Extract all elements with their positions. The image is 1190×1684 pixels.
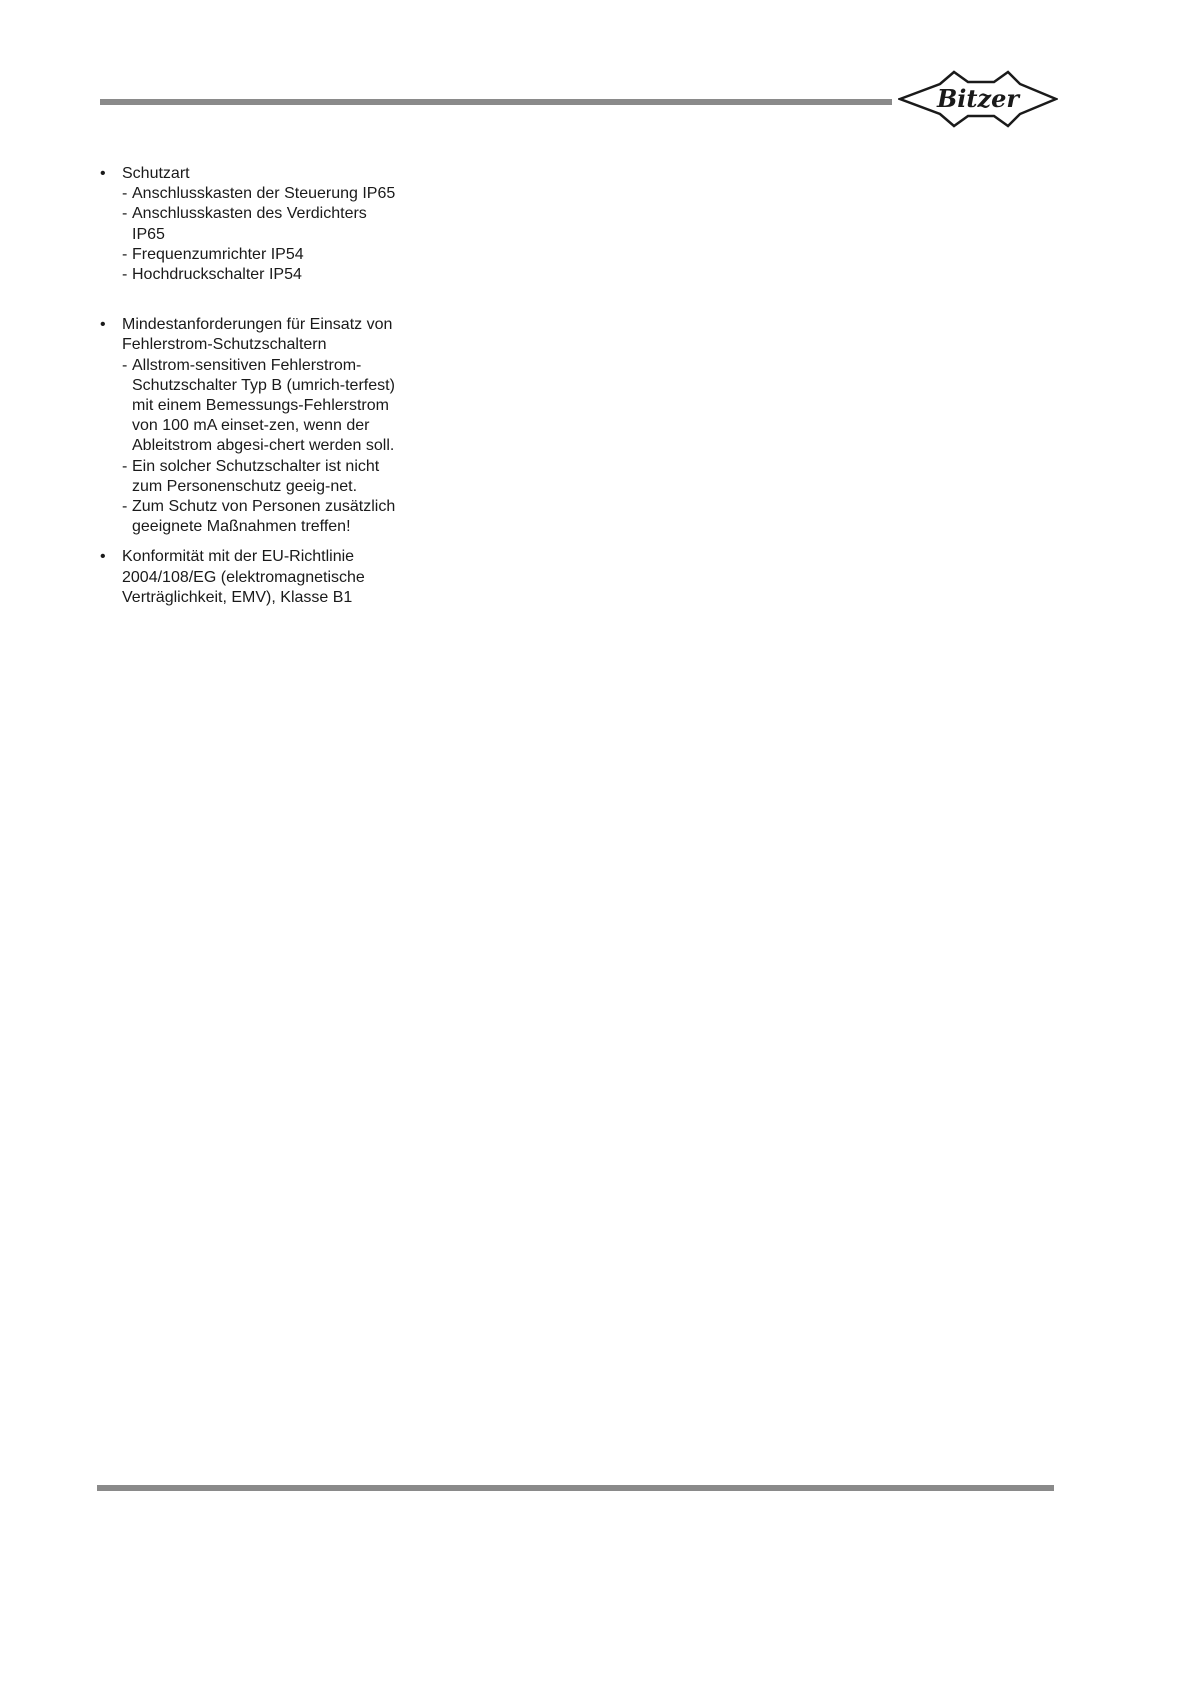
footer-rule — [97, 1485, 1054, 1491]
section-schutzart — [100, 164, 400, 285]
header-rule — [100, 99, 892, 105]
list-item: - Hochdruckschalter IP54 — [122, 266, 302, 284]
list-item: - Zum Schutz von Personen zusätzlich geeignete Maßnahmen treffen! — [122, 498, 396, 536]
section-heading: Konformität mit der EU-Richtlinie 2004/108/EG (elektromagnetische Verträglichkeit, EMV), Klasse B1 — [122, 548, 365, 606]
section-fehlerstrom — [100, 315, 400, 537]
content-column — [100, 164, 400, 608]
section-heading: Mindestanforderungen für Einsatz von Fehlerstrom-Schutzschaltern — [122, 316, 393, 354]
list-item: - Anschlusskasten der Steuerung IP65 — [122, 185, 396, 203]
logo-wordmark: Bitzer — [936, 84, 1020, 113]
list-item: - Frequenzumrichter IP54 — [122, 245, 304, 263]
list-item: - Anschlusskasten des Verdichters IP65 — [122, 205, 367, 243]
list-item: - Allstrom-sensitiven Fehlerstrom-Schutzschalter Typ B (umrich-terfest) mit einem Bemessungs-Fehlerstrom von 100 mA einset-zen, wenn der Ableitstrom abgesi-chert werden soll. — [122, 356, 395, 455]
section-konformitaet — [100, 547, 400, 608]
bullet-icon: • — [100, 548, 106, 566]
bitzer-logo — [898, 70, 1058, 128]
bullet-icon: • — [100, 316, 106, 334]
bullet-icon: • — [100, 165, 106, 182]
list-item: - Ein solcher Schutzschalter ist nicht zum Personenschutz geeig-net. — [122, 457, 380, 495]
section-heading: Schutzart — [122, 165, 190, 182]
